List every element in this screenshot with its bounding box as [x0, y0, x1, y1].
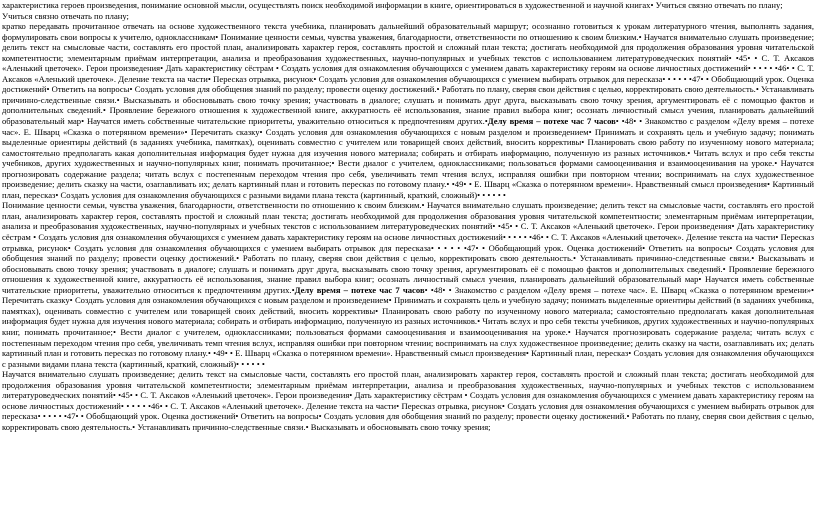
paragraph-5-text: Понимание ценности семьи, чувства уважения, благодарности, ответственности по отношению к своим близким.• Научатся внимательно слушать произведение; делить текст на смысловые части, составлять его простой план, анализировать характер героя, составлять простой и сложный план текста; достигать необходимой для продолжения образования уровня читательской компетентности; элементарным приёмам интерпретации, анализа и преобразования художественных, научно-популярных и учебных текстов с использованием литературоведческих понятий• •45• • С. Т. Аксаков «Аленький цветочек». Герои произведения• Дать характеристику сёстрам • Создать условия для ознакомления обучающихся с умением давать характеристику героям на основе личностных достижений• • • • • •46• • С. Т. Аксаков «Аленький цветочек». Деление текста на части• Пересказ отрывка, рисунок• Создать условия для ознакомления обучающихся с умением выбирать отрывок для пересказа• • • • • •47• • Обобщающий урок. Оценка достижений• Ответить на вопросы• Создать условия для обобщения знаний по разделу; провести оценку достижений.• Работать по плану, сверяя свои действия с целью, корректировать свою деятельность.• Устанавливать причинно-следственные связи.• Высказывать и обосновывать свою точку зрения; участвовать в диалоге; слушать и понимать друг друга, высказывать свою точку зрения, аргументировать её с помощью фактов и дополнительных сведений.• Проявление бережного отношения к художественной книге, аккуратность её использования, знание правил выбора книг; осознать личностный смысл учения, планировать дальнейший образовательный мар• Научатся иметь собственные читательские приоритеты, уважительно относиться к предпочтениям других.• [2, 200, 814, 295]
paragraph-2: Учиться связно отвечать по плану; [2, 10, 129, 21]
paragraph-4-text: • •48• • Знакомство с разделом «Делу время – потехе час». Е. Шварц «Сказка о потерянном времени»• Перечитать сказку• Создать условия для ознакомления обучающихся с новым разделом и произведением• Принимать и сохранять цель и учебную задачу; понимать выделенные ориентиры действий (в заданиях учебника, памятках), оценивать совместно с учителем или товарищей своих действий, вносить коррективы• Планировать свою работу по изученному нового материала; самостоятельно предполагать какая дополнительная информация будет нужна для изучения нового материала; собирать и отбирать информацию, полученную из разных источников.• Читать вслух и про себя тексты учебников, других художественных и научно-популярных книг, понимать прочитанное;• Вести диалог с учителем, одноклассниками; пользоваться формами самооценивания и взаимооценивания на уроке.• Научатся прогнозировать содержание раздела; читать вслух с постепенным переходом чтения про себя, увеличивать темп чтения вслух, исправляя ошибки при повторном чтении; воспринимать на слух художественное произведение; делить сказку на части, озаглавливать их; делать картинный план и готовить пересказ по готовому плану.• •49• • Е. Шварц «Сказка о потерянном времени». Нравственный смысл произведения• Картинный план, пересказ• Создать условия для ознакомления обучающихся с разными видами плана текста (картинный, краткий, сложный)• • • • • • [2, 116, 814, 200]
section-heading-1: Делу время – потехе час 7 часов [487, 116, 616, 127]
paragraph-8: Научатся внимательно слушать произведение; делить текст на смысловые части, составлять его простой план, анализировать характер героя, составлять простой и сложный план текста; достигать необходимой для продолжения образования уровня читательской компетентности; элементарным приёмам интерпретации, анализа и преобразования художественных, научно-популярных и учебных текстов с использованием литературоведческих понятий• •45• • С. Т. Аксаков «Аленький цветочек». Герои произведения• Дать характеристику сёстрам • Создать условия для ознакомления обучающихся с умением давать характеристику героям на основе личностных достижений• • • • • •46• • С. Т. Аксаков «Аленький цветочек». Деление текста на части• Пересказ отрывка, рисунок• Создать условия для ознакомления обучающихся с умением выбирать отрывок для пересказа• • • • • •47• • Обобщающий урок. Оценка достижений• Ответить на вопросы• Создать условия для обобщения знаний по разделу; провести оценку достижений.• Работать по плану, сверяя свои действия с целью, корректировать свою деятельность.• Устанавливать причинно-следственные связи.• Высказывать и обосновывать свою точку зрения; [2, 369, 814, 432]
paragraph-3 [2, 21, 814, 200]
section-heading-2: Делу время – потехе час 7 часов [294, 284, 425, 295]
paragraph-7-text: • •48• • Знакомство с разделом «Делу время – потехе час». Е. Шварц «Сказка о потерянном времени»• Перечитать сказку• Создать условия для ознакомления обучающихся с новым разделом и произведением• Принимать и сохранять цель и учебную задачу; понимать выделенные ориентиры действий (в заданиях учебника, памятках), оценивать совместно с учителем или товарищей своих действий, вносить коррективы• Планировать свою работу по изученному нового материала; самостоятельно предполагать какая дополнительная информация будет нужна для изучения нового материала; собирать и отбирать информацию, полученную из разных источников.• Читать вслух и про себя тексты учебников, других художественных и научно-популярных книг, понимать прочитанное;• Вести диалог с учителем, одноклассниками; пользоваться формами самооценивания и взаимооценивания на уроке.• Научатся прогнозировать содержание раздела; читать вслух с постепенным переходом чтения про себя, увеличивать темп чтения вслух, исправляя ошибки при повторном чтении; воспринимать на слух художественное произведение; делить сказку на части, озаглавливать их; делать картинный план и готовить пересказ по готовому плану.• •49• • Е. Шварц «Сказка о потерянном времени». Нравственный смысл произведения• Картинный план, пересказ• Создать условия для ознакомления обучающихся с разными видами плана текста (картинный, краткий, сложный)• • • • • • [2, 284, 814, 369]
paragraph-5 [2, 200, 814, 369]
paragraph-1: характеристика героев произведения, понимание основной мысли, осуществлять поиск необходимой информации в книге, ориентироваться в художественной и научной книгах• Учиться связно отвечать по плану; [2, 0, 783, 10]
paragraph-3-text: кратко передавать прочитанное отвечать на основе художественного текста учебника, планировать дальнейший образовательный маршрут; осознанно готовиться к урокам литературного чтения, выполнять задания, формулировать свои вопросы к учителю, одноклассникам• Понимание ценности семьи, чувства уважения, благодарности, ответственности по отношению к своим близким.• Научатся внимательно слушать произведение; делить текст на смысловые части, составлять его простой план, анализировать характер героя, составлять простой и сложный план текста; достигать необходимой для продолжения образования уровня читательской компетентности; элементарным приёмам интерпретации, анализа и преобразования художественных, научно-популярных и учебных текстов с использованием литературоведческих понятий• •45• • С. Т. Аксаков «Аленький цветочек». Герои произведения• Дать характеристику сёстрам • Создать условия для ознакомления обучающихся с умением давать характеристику героям на основе личностных достижений• • • • • •46• • С. Т. Аксаков «Аленький цветочек». Деление текста на части• Пересказ отрывка, рисунок• Создать условия для ознакомления обучающихся с умением выбирать отрывок для пересказа• • • • • •47• • Обобщающий урок. Оценка достижений• Ответить на вопросы• Создать условия для обобщения знаний по разделу; провести оценку достижений.• Работать по плану, сверяя свои действия с целью, корректировать свою деятельность.• Устанавливать причинно-следственные связи.• Высказывать и обосновывать свою точку зрения; участвовать в диалоге; слушать и понимать друг друга, высказывать свою точку зрения, аргументировать её с помощью фактов и дополнительных сведений.• Проявление бережного отношения к художественной книге, аккуратность её использования, знание правил выбора книг; осознать личностный смысл учения, планировать дальнейший образовательный мар• Научатся иметь собственные читательские приоритеты, уважительно относиться к предпочтениям других.• [2, 21, 814, 127]
